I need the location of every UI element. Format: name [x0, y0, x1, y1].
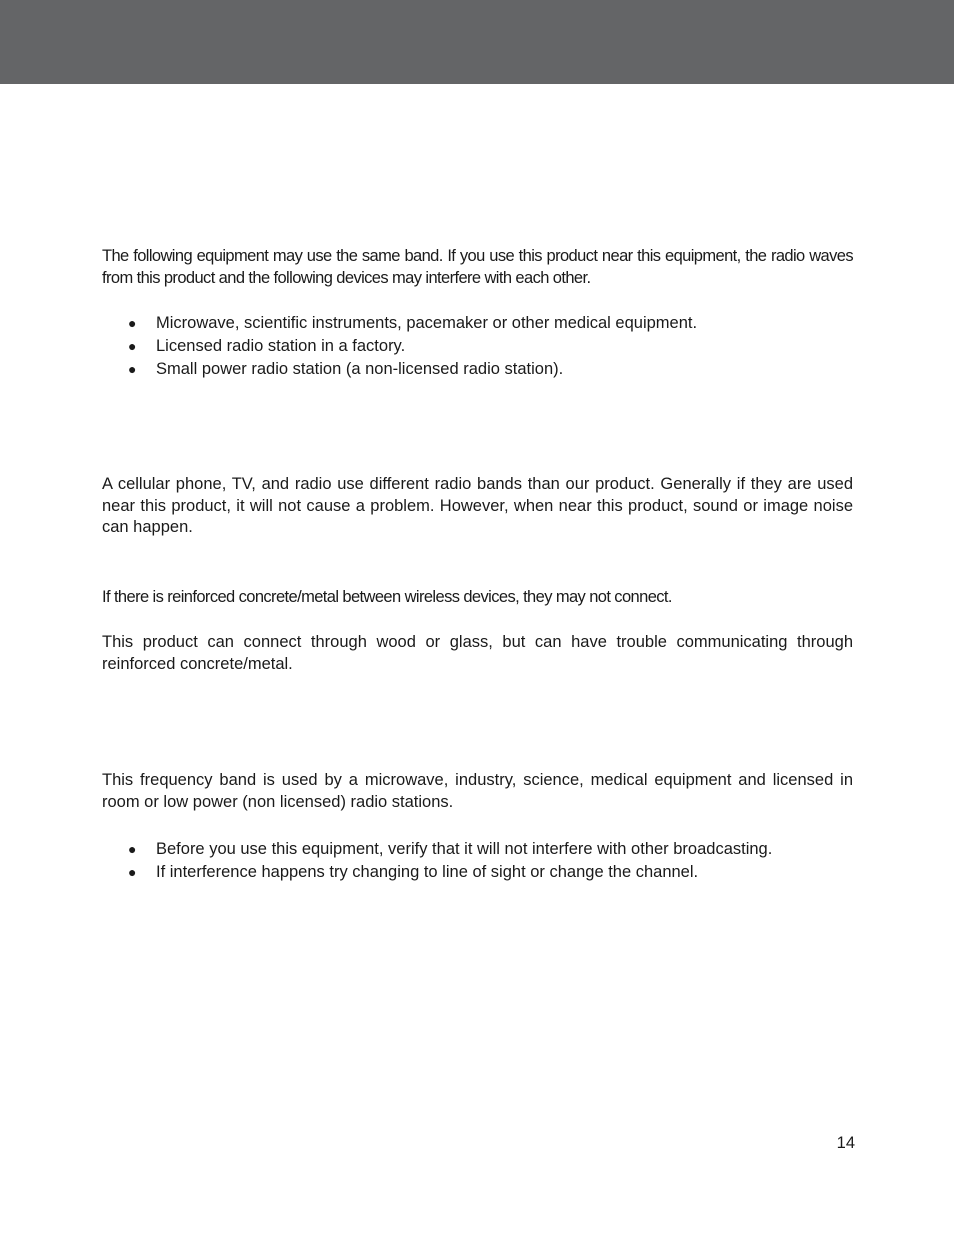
list-item — [102, 838, 853, 861]
section-3-line: If there is reinforced concrete/metal between wireless devices, they may not connect. — [102, 588, 672, 606]
bullet-icon: ● — [128, 315, 137, 331]
bullet-icon: ● — [128, 864, 137, 880]
section-2-paragraph: A cellular phone, TV, and radio use different radio bands than our product. Generally if they are used near this product, it will not cause a problem. However, when near this product, sound or image noise can happen. — [102, 475, 853, 536]
section-4-paragraph: This frequency band is used by a microwave, industry, science, medical equipment and licensed in room or low power (non licensed) radio stations. — [102, 771, 853, 811]
bullet-icon: ● — [128, 338, 137, 354]
list-item-text: Before you use this equipment, verify that it will not interfere with other broadcasting. — [156, 840, 773, 858]
list-item-text: Licensed radio station in a factory. — [156, 337, 406, 355]
page-number: 14 — [836, 1134, 855, 1152]
list-item — [102, 312, 853, 335]
section-4-bullet-list — [102, 838, 853, 884]
list-item — [102, 358, 853, 381]
bullet-icon: ● — [128, 361, 137, 377]
list-item — [102, 861, 853, 884]
list-item — [102, 335, 853, 358]
list-item-text: Small power radio station (a non-licensed radio station). — [156, 360, 564, 378]
section-3-paragraph: This product can connect through wood or glass, but can have trouble communicating through reinforced concrete/metal. — [102, 633, 853, 673]
section-1-bullet-list — [102, 312, 853, 381]
bullet-icon: ● — [128, 841, 137, 857]
list-item-text: If interference happens try changing to line of sight or change the channel. — [156, 863, 699, 881]
list-item-text: Microwave, scientific instruments, pacemaker or other medical equipment. — [156, 314, 698, 332]
header-bar — [0, 0, 954, 84]
section-1-intro: The following equipment may use the same band. If you use this product near this equipment, the radio waves from this product and the following devices may interfere with each other. — [102, 247, 853, 287]
